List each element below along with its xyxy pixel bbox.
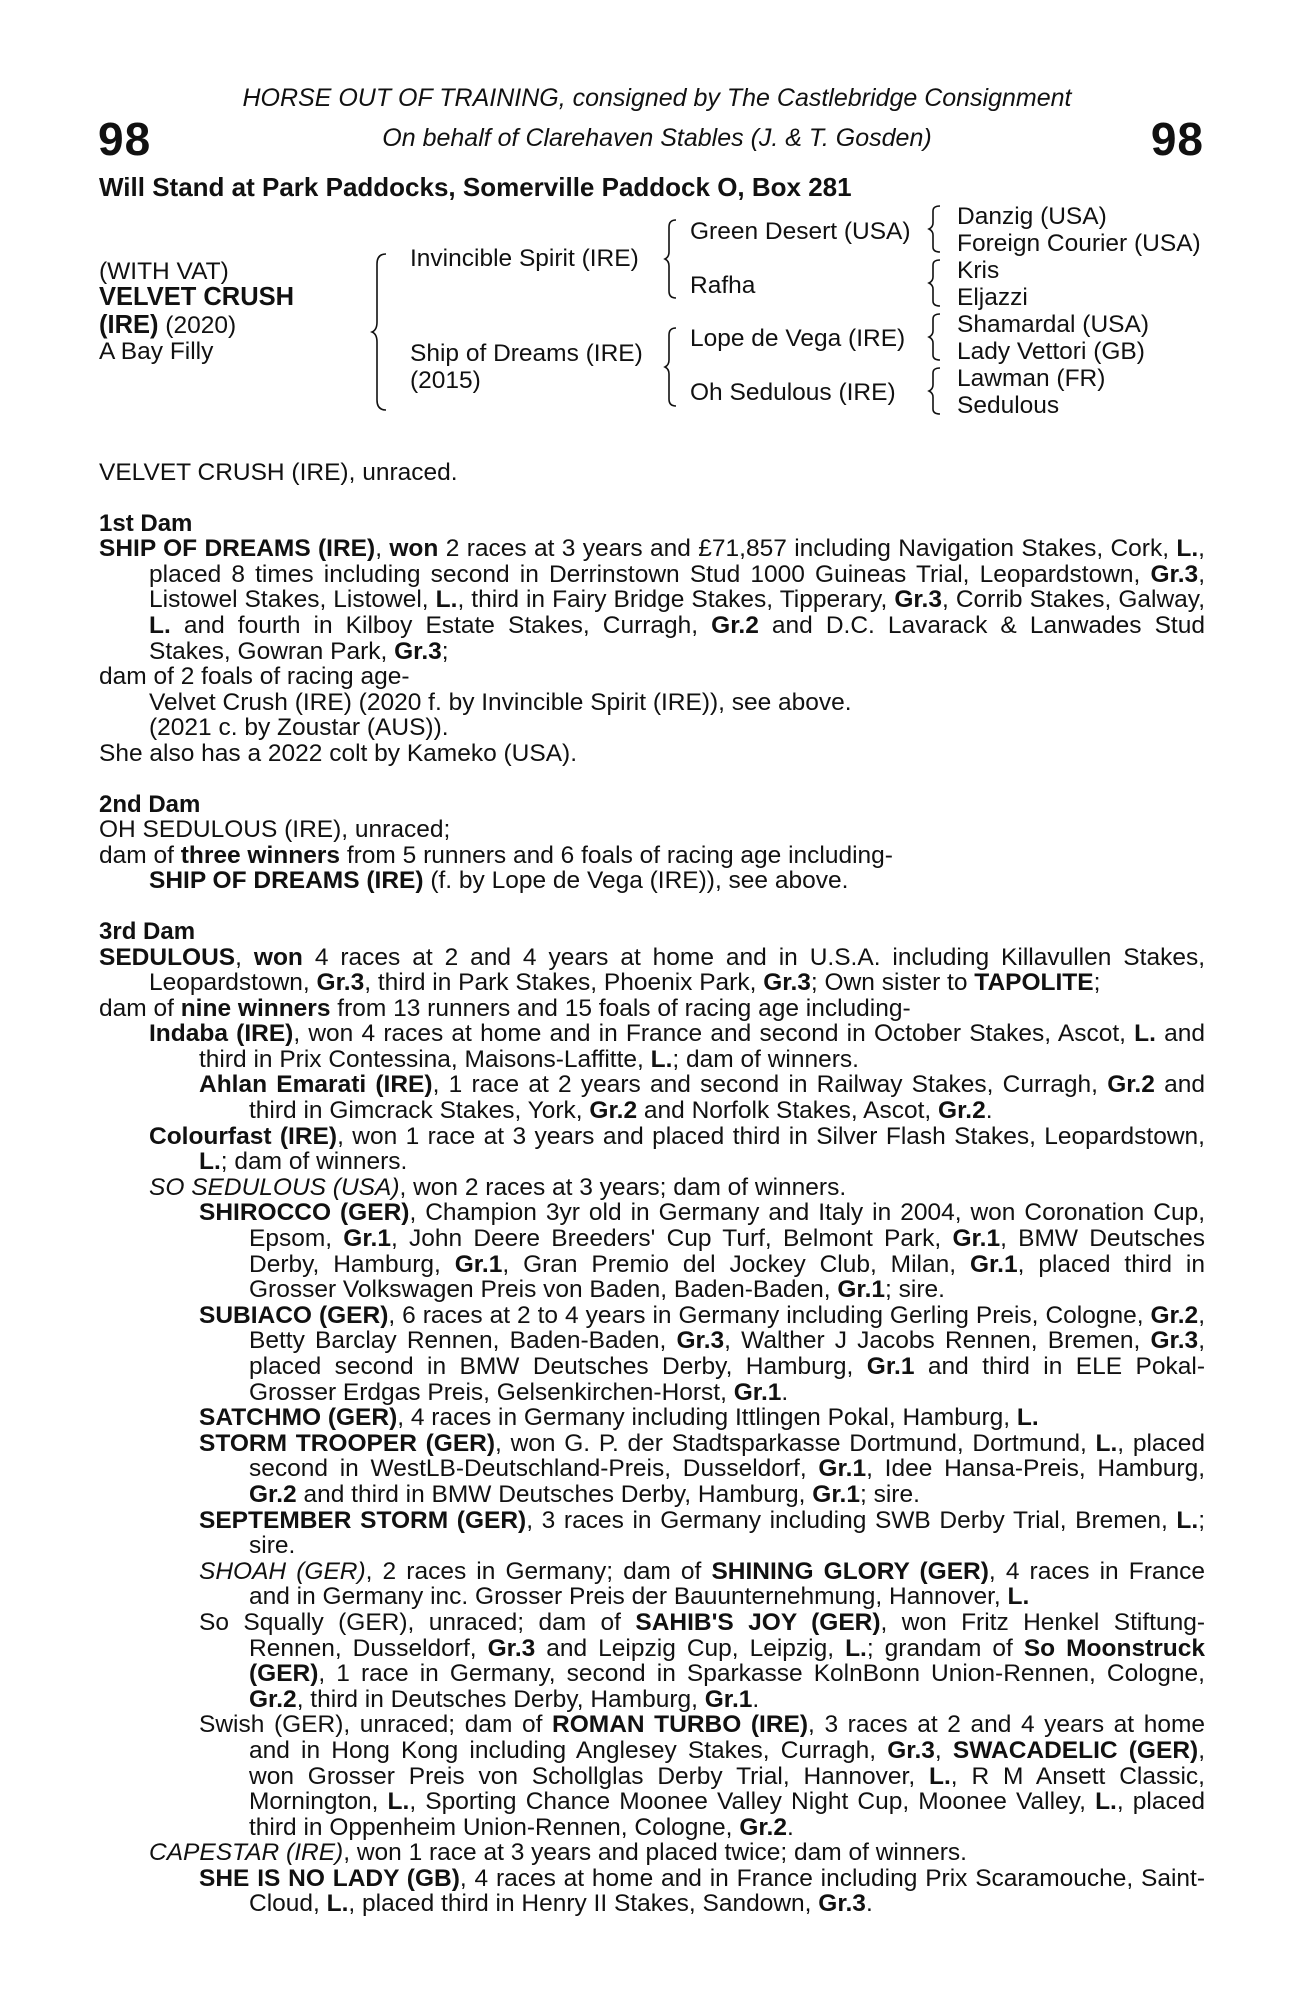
foal-1: Velvet Crush (IRE) (2020 f. by Invincible Spirit (IRE)), see above. (149, 688, 852, 716)
ggs-2: Foreign Courier (USA) (957, 230, 1201, 257)
entry-swish: Swish (GER), unraced; dam of ROMAN TURBO (IRE), 3 races at 2 and 4 years at home and in Hong Kong including Anglesey Stakes, Curragh, Gr.3, SWACADELIC (GER), won Grosser Preis von Schollglas Derby Trial, Hannover, L., R M Ansett Classic, Mornington, L., Sporting Chance Moonee Valley Night Cup, Moonee Valley, L., placed third in Oppenheim Union-Rennen, Cologne, Gr.2. (199, 1711, 1206, 1841)
gg-brace-2 (927, 258, 943, 308)
first-dam-foals: dam of 2 foals of racing age- (99, 663, 410, 691)
stand-location: Will Stand at Park Paddocks, Somerville Paddock O, Box 281 (99, 172, 852, 202)
sire-dam: Rafha (690, 272, 756, 299)
entry-she-is-no-lady: SHE IS NO LADY (GB), 4 races at home and in France including Prix Scaramouche, Saint-Cloud, L., placed third in Henry II Stakes, Sandown, Gr.3. (199, 1864, 1205, 1918)
entry-ahlan-emarati: Ahlan Emarati (IRE), 1 race at 2 years and second in Railway Stakes, Curragh, Gr.2 and third in Gimcrack Stakes, York, Gr.2 and Norfolk Stakes, Ascot, Gr.2. (199, 1071, 1205, 1125)
entry-shoah: SHOAH (GER), 2 races in Germany; dam of SHINING GLORY (GER), 4 races in France and in Germany inc. Grosser Preis der Bauunternehmung, Hannover, L. (199, 1557, 1205, 1611)
foal-2: (2021 c. by Zoustar (AUS)). (149, 714, 449, 742)
vat-label: (WITH VAT) (99, 258, 229, 285)
gg-brace-4 (927, 366, 943, 416)
ggs-3: Kris (957, 257, 1000, 284)
gg-brace-3 (927, 312, 943, 362)
race-record: VELVET CRUSH (IRE), unraced. (99, 459, 458, 486)
third-dam-entry: SEDULOUS, won 4 races at 2 and 4 years at home and in U.S.A. including Killavullen Stakes, Leopardstown, Gr.3, third in Park Stakes, Phoenix Park, Gr.3; Own sister to TAPOLITE; (99, 943, 1206, 997)
third-dam-produce: dam of nine winners from 13 runners and 15 foals of racing age including- (99, 994, 911, 1022)
second-dam-heading: 2nd Dam (99, 790, 201, 818)
entry-so-sedulous: SO SEDULOUS (USA), won 2 races at 3 years; dam of winners. (149, 1173, 847, 1201)
horse-country: (IRE) (99, 311, 159, 339)
gg-brace-1 (927, 204, 943, 254)
lot-number-right: 98 (1150, 113, 1204, 165)
catalogue-body (99, 460, 1205, 1917)
horse-year: (2020) (158, 312, 237, 339)
ggs-6: Lady Vettori (GB) (957, 338, 1145, 365)
entry-indaba: Indaba (IRE), won 4 races at home and in France and second in October Stakes, Ascot, L. and third in Prix Contessina, Maisons-Laffitte, L.; dam of winners. (149, 1020, 1206, 1073)
dam-sire: Lope de Vega (IRE) (690, 325, 906, 352)
second-dam-name: OH SEDULOUS (IRE), unraced; (99, 816, 451, 844)
sire-brace (663, 218, 679, 300)
lot-number-left: 98 (98, 113, 152, 165)
dam-dam: Oh Sedulous (IRE) (690, 379, 896, 406)
horse-description: A Bay Filly (99, 338, 214, 365)
horse-origin-year (99, 311, 236, 340)
pedigree-brace (370, 252, 390, 412)
entry-shirocco: SHIROCCO (GER), Champion 3yr old in Germany and Italy in 2004, won Coronation Cup, Epsom, Gr.1, John Deere Breeders' Cup Turf, Belmont Park, Gr.1, BMW Deutsches Derby, Hamburg, Gr.1, Gran Premio del Jockey Club, Milan, Gr.1, placed third in Grosser Volkswagen Preis von Baden, Baden-Baden, Gr.1; sire. (199, 1199, 1206, 1304)
entry-september-storm: SEPTEMBER STORM (GER), 3 races in Germany including SWB Derby Trial, Bremen, L.; sire. (199, 1506, 1205, 1560)
entry-subiaco: SUBIACO (GER), 6 races at 2 to 4 years in Germany including Gerling Preis, Cologne, Gr.2, Betty Barclay Rennen, Baden-Baden, Gr.3, Walther J Jacobs Rennen, Bremen, Gr.3, placed second in BMW Deutsches Derby, Hamburg, Gr.1 and third in ELE Pokal-Grosser Erdgas Preis, Gelsenkirchen-Horst, Gr.1. (199, 1301, 1205, 1406)
entry-colourfast: Colourfast (IRE), won 1 race at 3 years and placed third in Silver Flash Stakes, Leopardstown, L.; dam of winners. (149, 1122, 1205, 1176)
horse-name: VELVET CRUSH (99, 283, 295, 311)
second-dam-foal: SHIP OF DREAMS (IRE) (f. by Lope de Vega (IRE)), see above. (149, 867, 849, 895)
first-dam-heading: 1st Dam (99, 509, 193, 537)
ggs-4: Eljazzi (957, 284, 1028, 311)
entry-storm-trooper: STORM TROOPER (GER), won G. P. der Stadtsparkasse Dortmund, Dortmund, L., placed second in WestLB-Deutschland-Preis, Dusseldorf, Gr.1, Idee Hansa-Preis, Hamburg, Gr.2 and third in BMW Deutsches Derby, Hamburg, Gr.1; sire. (199, 1429, 1206, 1508)
ggs-7: Lawman (FR) (957, 365, 1106, 392)
consignor-line: HORSE OUT OF TRAINING, consigned by The Castlebridge Consignment (242, 84, 1072, 112)
behalf-line: On behalf of Clarehaven Stables (J. & T. Gosden) (382, 124, 932, 152)
dam: Ship of Dreams (IRE) (410, 340, 643, 367)
sire: Invincible Spirit (IRE) (410, 245, 639, 272)
entry-satchmo: SATCHMO (GER), 4 races in Germany including Ittlingen Pokal, Hamburg, L. (199, 1404, 1039, 1432)
ggs-8: Sedulous (957, 392, 1060, 419)
third-dam-heading: 3rd Dam (99, 917, 196, 945)
entry-capestar: CAPESTAR (IRE), won 1 race at 3 years and placed twice; dam of winners. (149, 1839, 967, 1867)
ggs-5: Shamardal (USA) (957, 311, 1149, 338)
first-dam-name: SHIP OF DREAMS (IRE) (99, 535, 376, 563)
second-dam-produce: dam of three winners from 5 runners and 6 foals of racing age including- (99, 841, 893, 869)
sire-sire: Green Desert (USA) (690, 218, 911, 245)
dam-year: (2015) (410, 367, 481, 394)
ggs-1: Danzig (USA) (957, 203, 1107, 230)
first-dam-entry: SHIP OF DREAMS (IRE), won 2 races at 3 years and £71,857 including Navigation Stakes, Cork, L., placed 8 times including second in Derrinstown Stud 1000 Guineas Trial, Leopardstown, Gr.3, Listowel Stakes, Listowel, L., third in Fairy Bridge Stakes, Tipperary, Gr.3, Corrib Stakes, Galway, L. and fourth in Kilboy Estate Stakes, Curragh, Gr.2 and D.C. Lavarack & Lanwades Stud Stakes, Gowran Park, Gr.3; (99, 535, 1206, 665)
entry-so-squally: So Squally (GER), unraced; dam of SAHIB'S JOY (GER), won Fritz Henkel Stiftung-Rennen, Dusseldorf, Gr.3 and Leipzig Cup, Leipzig, L.; grandam of So Moonstruck (GER), 1 race in Germany, second in Sparkasse KolnBonn Union-Rennen, Cologne, Gr.2, third in Deutsches Derby, Hamburg, Gr.1. (199, 1608, 1206, 1713)
also-has: She also has a 2022 colt by Kameko (USA). (99, 739, 578, 767)
dam-brace (663, 326, 679, 408)
